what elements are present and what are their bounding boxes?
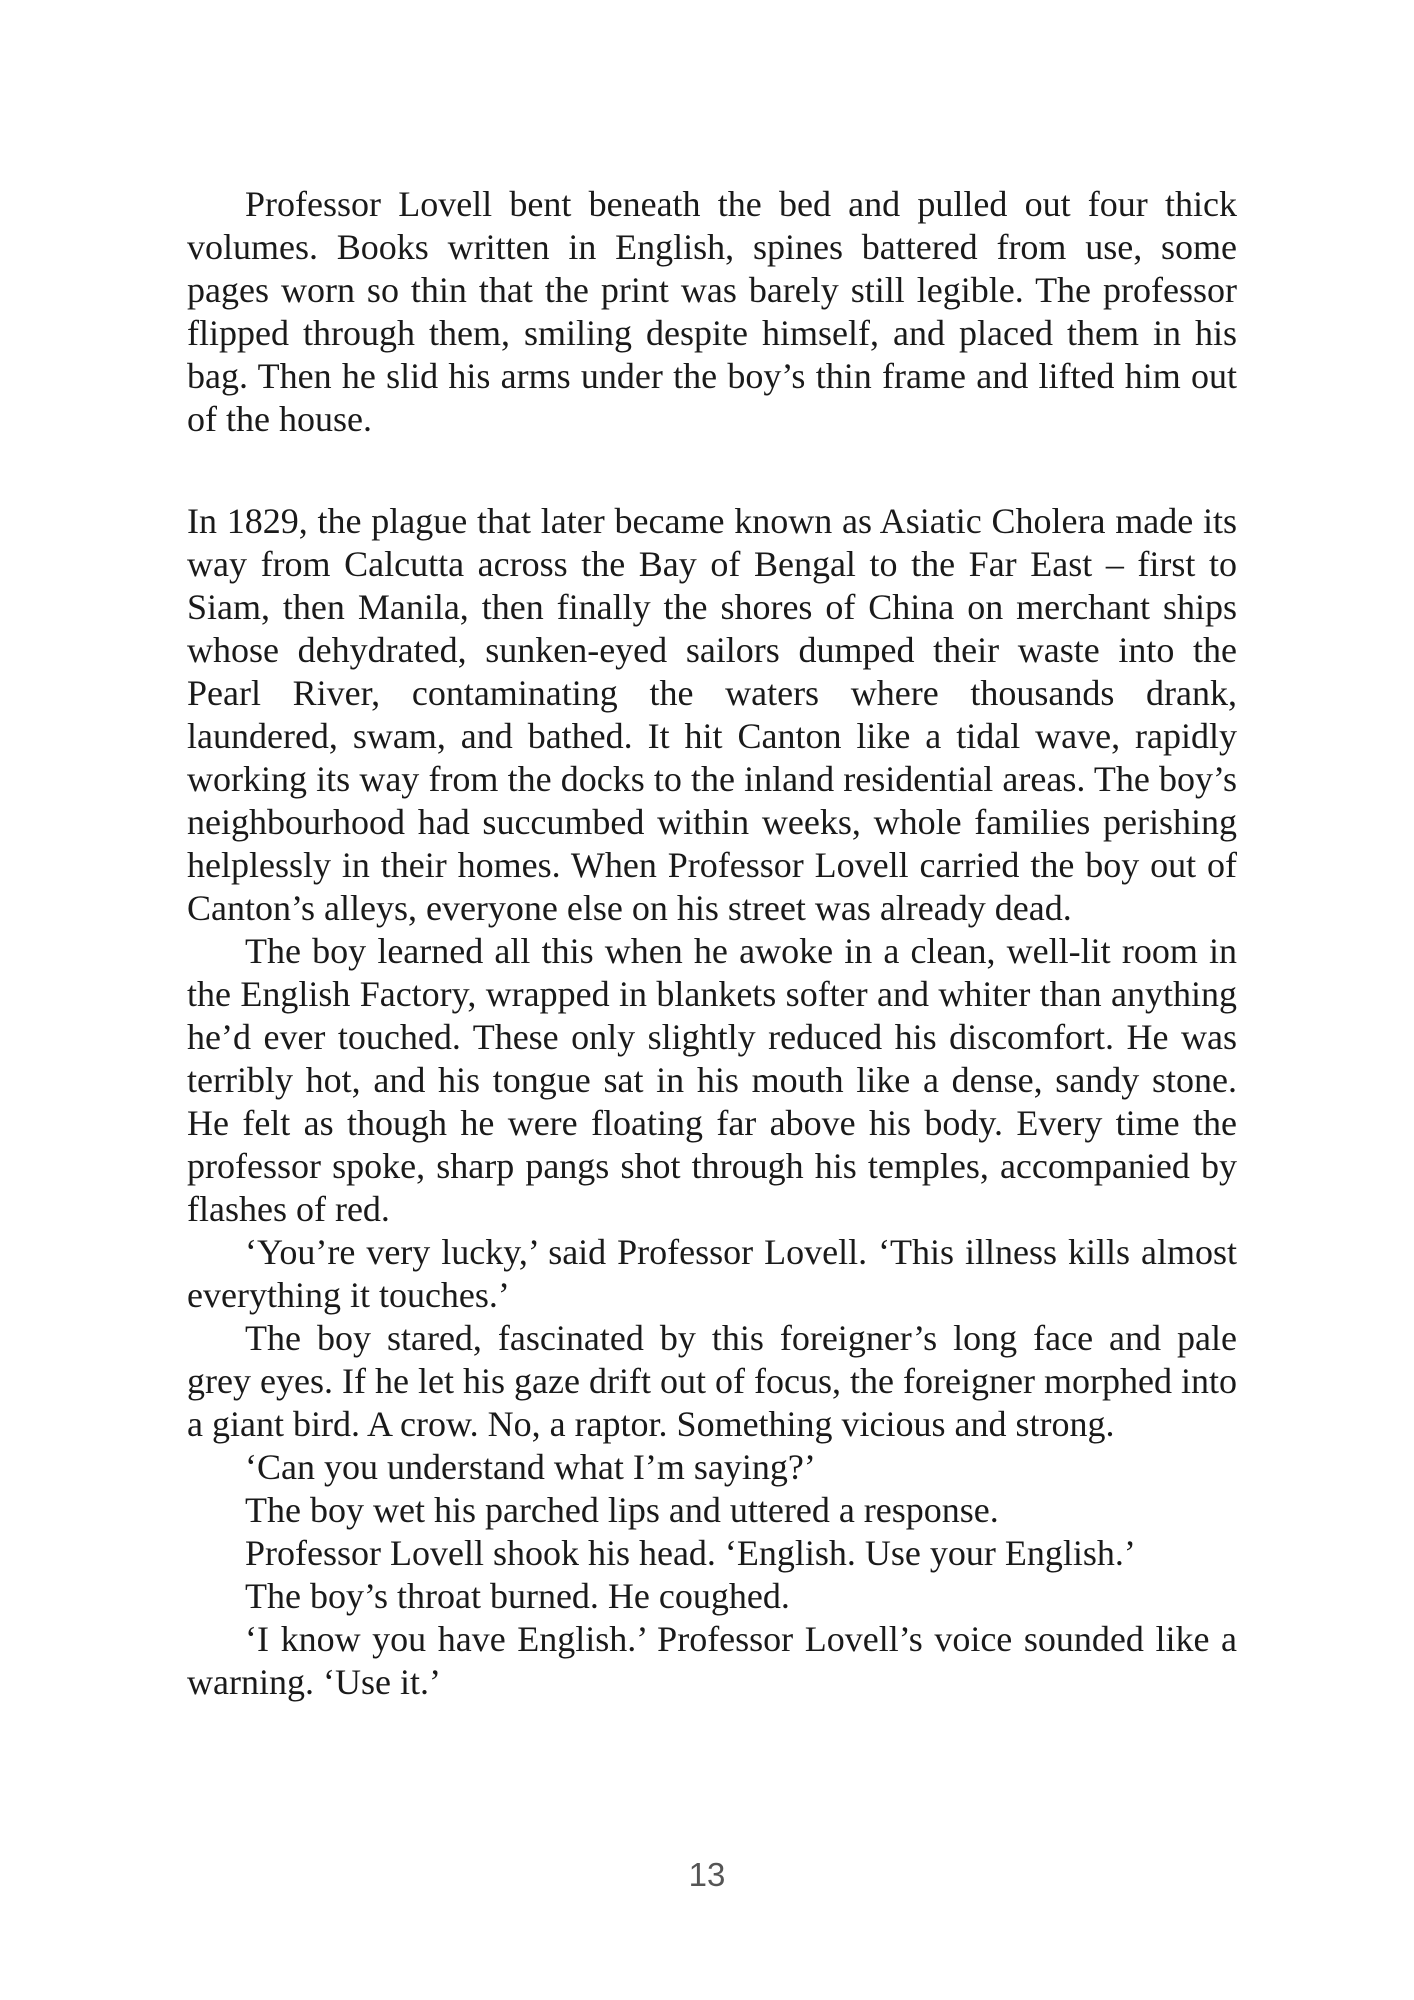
page-number: 13 — [688, 1856, 726, 1893]
paragraph: The boy learned all this when he awoke in a clean, well-lit room in the English Factory, wrapped in blankets softer and whiter than anything he’d ever touched. These only slightly reduced his discomfort. He was terribly hot, and his tongue sat in his mouth like a dense, sandy stone. He felt as though he were floating far above his body. Every time the professor spoke, sharp pangs shot through his temples, accompanied by flashes of red. — [187, 931, 1237, 1229]
paragraph: ‘Can you understand what I’m saying?’ — [245, 1447, 816, 1487]
paragraph: The boy stared, fascinated by this foreigner’s long face and pale grey eyes. If he let his gaze drift out of focus, the foreigner morphed into a giant bird. A crow. No, a raptor. Something vicious and strong. — [187, 1318, 1237, 1444]
paragraph: Professor Lovell shook his head. ‘English. Use your English.’ — [245, 1533, 1136, 1573]
paragraph: ‘You’re very lucky,’ said Professor Lovell. ‘This illness kills almost everything it touches.’ — [187, 1232, 1237, 1315]
section-before-break — [187, 183, 1237, 441]
paragraph: The boy wet his parched lips and uttered a response. — [245, 1490, 999, 1530]
paragraph: The boy’s throat burned. He coughed. — [245, 1576, 790, 1616]
paragraph: In 1829, the plague that later became known as Asiatic Cholera made its way from Calcutta across the Bay of Bengal to the Far East – first to Siam, then Manila, then finally the shores of China on merchant ships whose dehydrated, sunken-eyed sailors dumped their waste into the Pearl River, contaminating the waters where thousands drank, laundered, swam, and bathed. It hit Canton like a tidal wave, rapidly working its way from the docks to the inland residential areas. The boy’s neighbourhood had succumbed within weeks, whole families perishing helplessly in their homes. When Professor Lovell carried the boy out of Canton’s alleys, everyone else on his street was already dead. — [187, 501, 1237, 928]
paragraph: ‘I know you have English.’ Professor Lovell’s voice sounded like a warning. ‘Use it.’ — [187, 1619, 1237, 1702]
section-after-break — [187, 500, 1237, 1704]
paragraph: Professor Lovell bent beneath the bed and pulled out four thick volumes. Books written in English, spines battered from use, some pages worn so thin that the print was barely still legible. The professor flipped through them, smiling despite himself, and placed them in his bag. Then he slid his arms under the boy’s thin frame and lifted him out of the house. — [187, 184, 1237, 439]
